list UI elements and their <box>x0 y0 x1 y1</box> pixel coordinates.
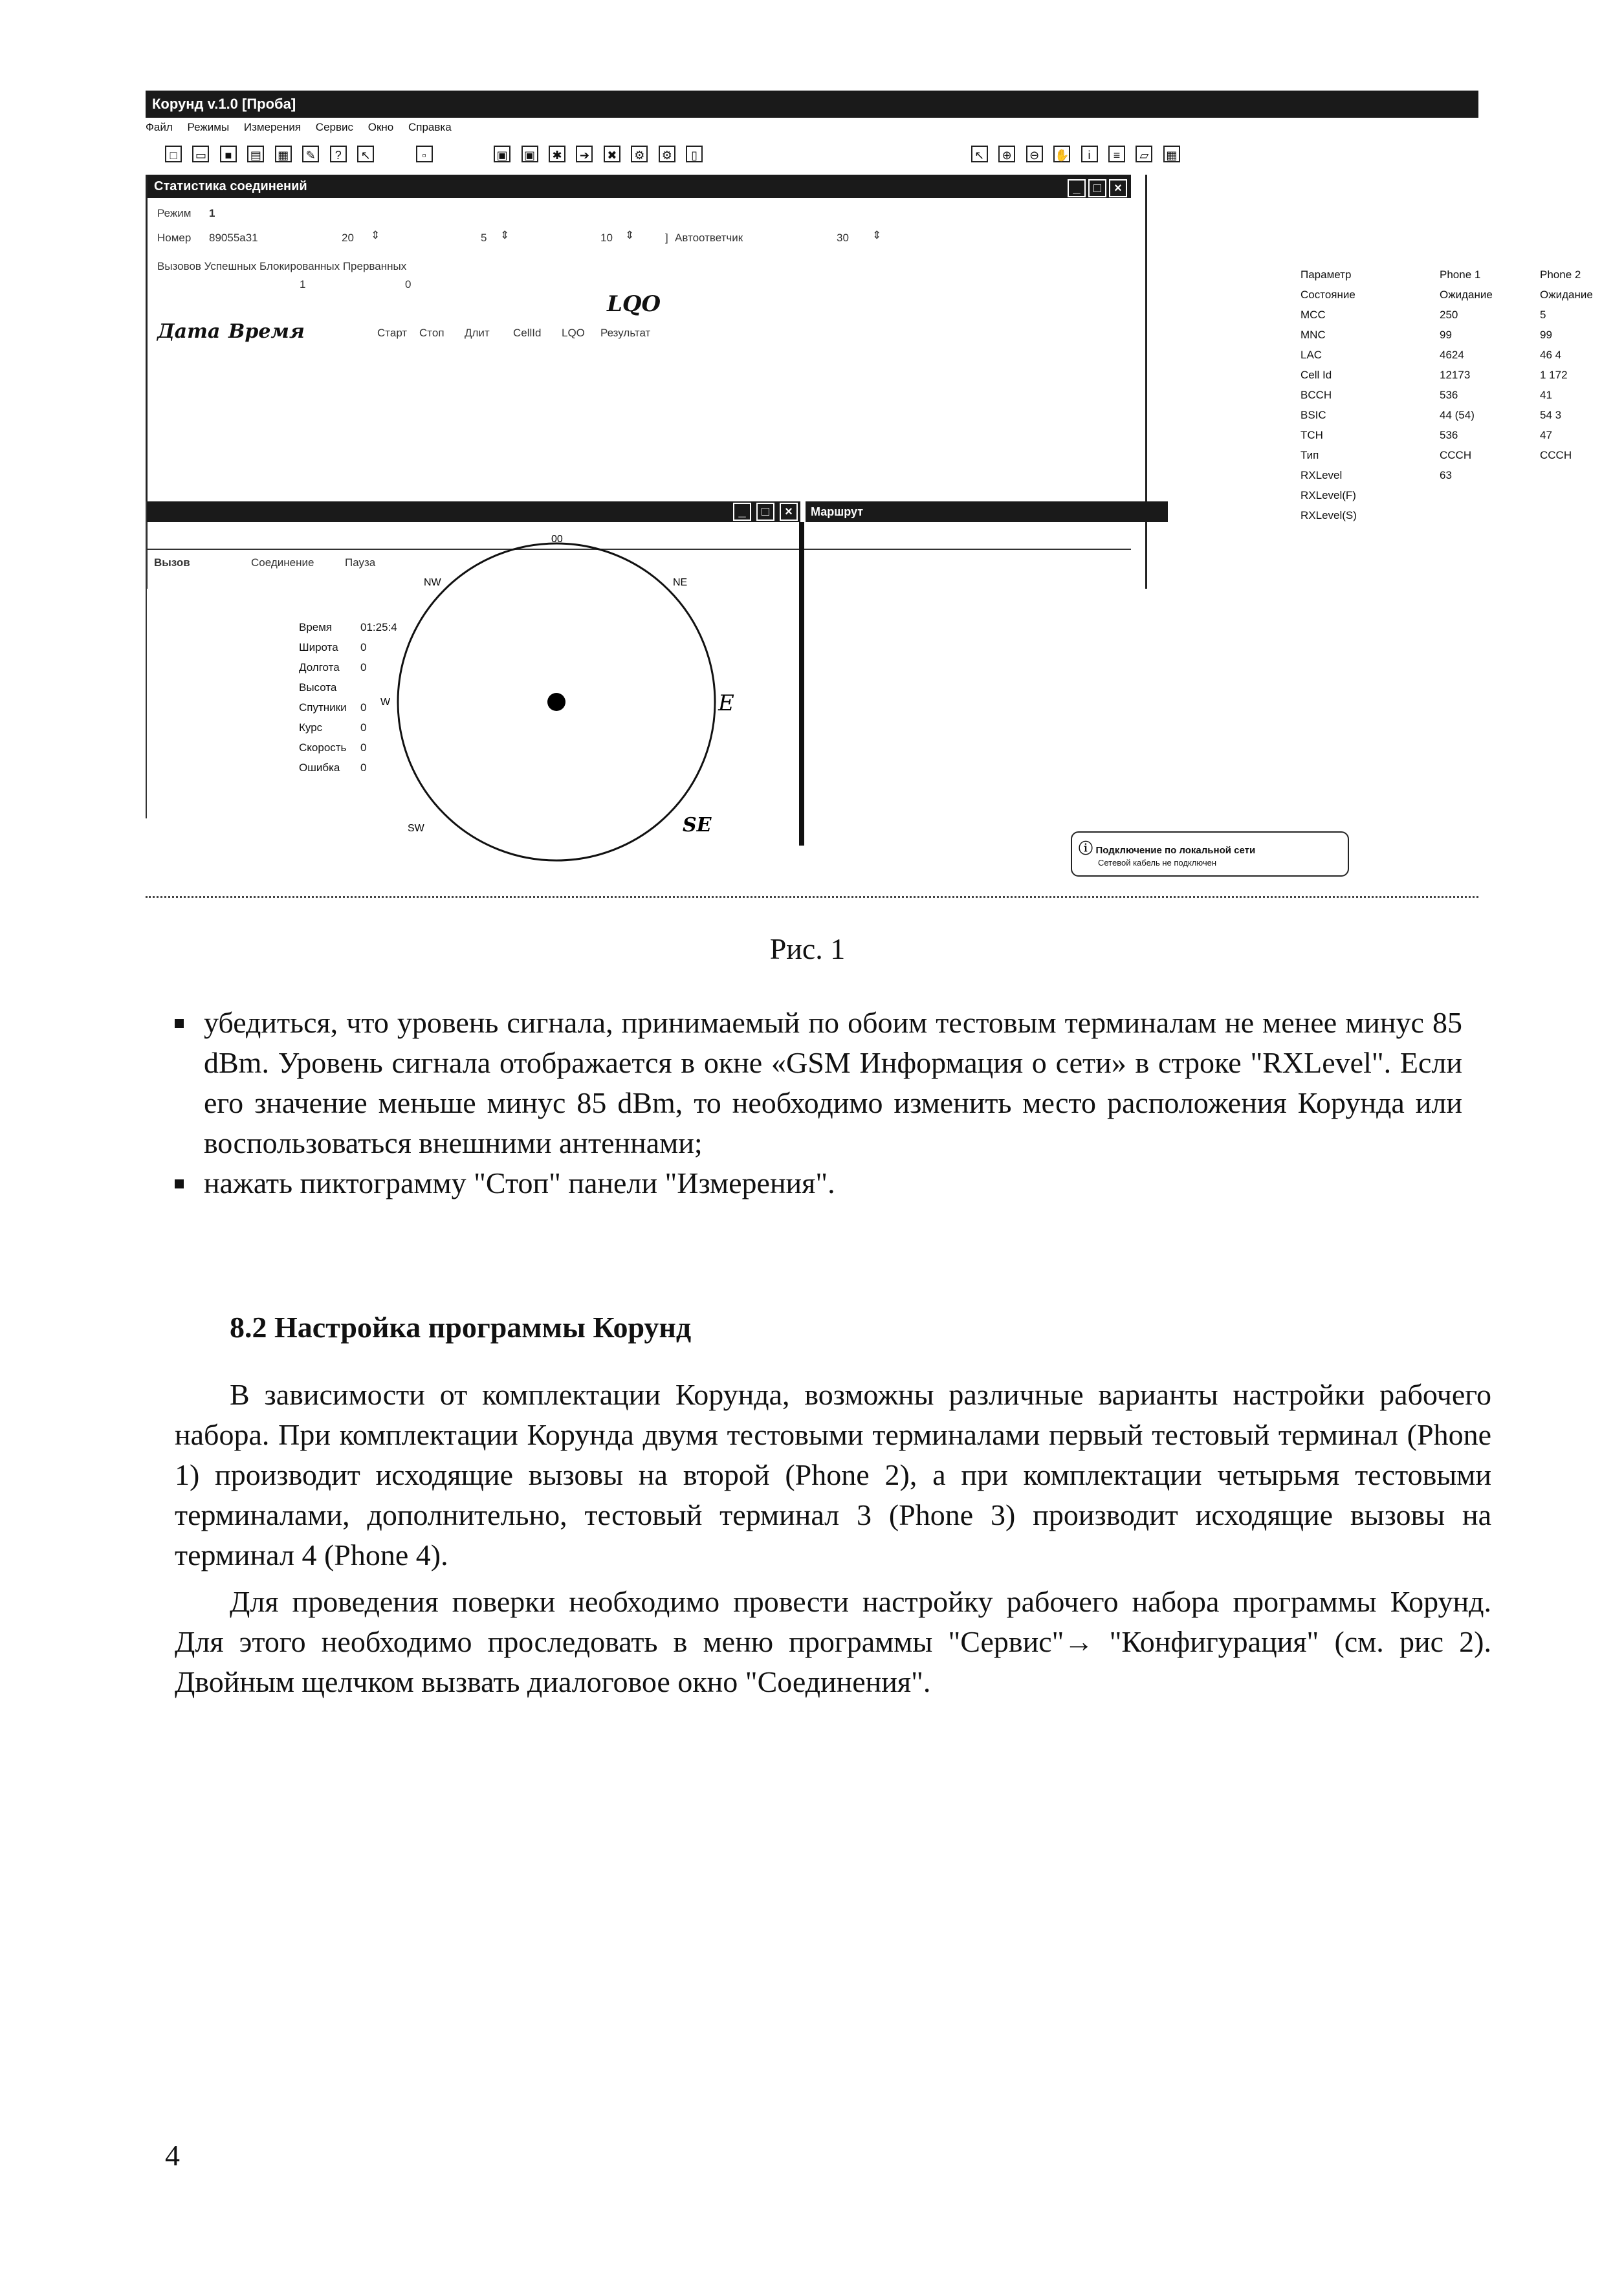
gsm-phone1-value: 4624 <box>1440 349 1464 361</box>
handwritten-lqo: LQO <box>607 291 661 317</box>
gsm-phone1-value: 44 (54) <box>1440 409 1475 421</box>
network-notification[interactable] <box>1071 831 1349 877</box>
mode-label: Режим <box>157 207 192 219</box>
gsm-param-name: Параметр <box>1300 268 1352 281</box>
gps-param-value: 0 <box>360 721 367 734</box>
gsm-phone2-value: 1 172 <box>1540 369 1568 381</box>
count-success: 0 <box>405 278 411 290</box>
bullet-marker <box>175 1179 184 1188</box>
gsm-phone2-value: 46 4 <box>1540 349 1562 361</box>
number-label: Номер <box>157 232 192 244</box>
gsm-param-name: MCC <box>1300 309 1326 321</box>
compass-nw: NW <box>424 577 441 588</box>
menu-help[interactable]: Справка <box>408 121 452 133</box>
select-icon[interactable]: ↖ <box>971 146 988 162</box>
col-time: Время <box>228 320 305 343</box>
autoanswer-value[interactable]: 30 <box>837 232 849 244</box>
col-result: Результат <box>600 327 651 339</box>
gsm-phone1-value: 63 <box>1440 469 1452 481</box>
gsm-param-name: LAC <box>1300 349 1322 361</box>
gsm-param-row <box>1300 389 1624 409</box>
compass-map <box>375 534 763 945</box>
gsm-param-name: RXLevel(F) <box>1300 489 1356 501</box>
col-stop: Стоп <box>419 327 444 339</box>
compass-west: W <box>380 697 391 708</box>
layers-icon[interactable]: ≡ <box>1108 146 1125 162</box>
compass-sw: SW <box>408 823 424 834</box>
preview-icon[interactable]: ▤ <box>247 146 264 162</box>
gsm-param-name: Cell Id <box>1300 369 1332 381</box>
gps-row <box>299 661 367 674</box>
gsm-phone2-value: 99 <box>1540 329 1552 341</box>
compass-ne: NE <box>673 577 688 588</box>
col-cellid: CellId <box>513 327 542 339</box>
gps-param-name: Ошибка <box>299 761 340 774</box>
print2-icon[interactable]: ▦ <box>1163 146 1180 162</box>
gsm-phone1-value: 536 <box>1440 429 1458 441</box>
menu-measurements[interactable]: Измерения <box>243 121 302 133</box>
gps-row <box>299 761 367 774</box>
print-icon[interactable]: ▦ <box>275 146 292 162</box>
gsm-param-name: RXLevel(S) <box>1300 509 1357 521</box>
compass-north: 00 <box>551 534 563 545</box>
number-field[interactable]: 89055а31 <box>209 232 258 244</box>
position-marker-icon <box>547 693 565 711</box>
gsm-param-name: Тип <box>1300 449 1319 461</box>
gps-param-value: 01:25:4 <box>360 621 397 633</box>
gsm-param-row <box>1300 289 1624 309</box>
stats-panel-title-bar[interactable] <box>148 175 1131 198</box>
menu-bar <box>146 121 452 138</box>
compass-east: E <box>718 690 734 716</box>
gear2-icon[interactable]: ⚙ <box>659 146 675 162</box>
zoom-in-icon[interactable]: ⊕ <box>998 146 1015 162</box>
gps-param-name: Скорость <box>299 741 347 754</box>
gps-close-button[interactable]: × <box>780 503 798 521</box>
spin-arrows-3-icon[interactable]: ⇕ <box>625 229 635 241</box>
gps-row <box>299 741 367 754</box>
bullet-item <box>175 1003 1462 1163</box>
minimize-button[interactable]: _ <box>1068 179 1086 197</box>
gsm-param-row <box>1300 489 1624 509</box>
app-screenshot <box>146 87 1593 903</box>
gps-param-value: 0 <box>360 761 367 774</box>
gsm-phone1-value: Ожидание <box>1440 289 1493 301</box>
grid2-icon[interactable]: ▣ <box>521 146 538 162</box>
tool-icon[interactable]: ✱ <box>549 146 565 162</box>
gps-param-name: Долгота <box>299 661 340 673</box>
gsm-param-name: BCCH <box>1300 389 1332 401</box>
close-button[interactable]: × <box>1109 179 1127 197</box>
gsm-param-row <box>1300 329 1624 349</box>
col-start: Старт <box>377 327 408 339</box>
gps-row <box>299 641 367 654</box>
gps-minimize-button[interactable]: _ <box>733 503 751 521</box>
call-button[interactable]: Вызов <box>154 556 190 569</box>
bullet-item <box>175 1163 1462 1203</box>
grid-icon[interactable]: ▣ <box>494 146 510 162</box>
spin-field-2[interactable]: 5 <box>481 232 487 244</box>
gsm-param-name: TCH <box>1300 429 1323 441</box>
pause-button[interactable]: Пауза <box>345 556 376 569</box>
toolbar <box>165 146 1459 165</box>
gsm-param-row <box>1300 409 1624 429</box>
gsm-param-row <box>1300 469 1624 489</box>
gsm-phone2-value: 41 <box>1540 389 1552 401</box>
compass-se: SE <box>683 814 712 837</box>
zoom-out-icon[interactable]: ⊖ <box>1026 146 1043 162</box>
app-title-bar[interactable] <box>146 91 1478 118</box>
gsm-phone2-value: CCCH <box>1540 449 1572 461</box>
notification-title: Подключение по локальной сети <box>1095 845 1256 856</box>
section-title: 8.2 Настройка программы Корунд <box>230 1311 692 1344</box>
maximize-button[interactable]: □ <box>1088 179 1106 197</box>
save-icon[interactable]: ■ <box>220 146 237 162</box>
gps-maximize-button[interactable]: □ <box>756 503 774 521</box>
open-icon[interactable]: ▭ <box>192 146 209 162</box>
gps-row <box>299 721 367 734</box>
new-file-icon[interactable]: □ <box>165 146 182 162</box>
gps-panel-title-bar[interactable] <box>147 501 800 522</box>
gsm-param-row <box>1300 449 1624 469</box>
autoanswer-spin-icon[interactable]: ⇕ <box>872 229 882 241</box>
gps-param-name: Высота <box>299 681 337 694</box>
route-panel-divider <box>799 522 804 846</box>
spin-arrows-1-icon[interactable]: ⇕ <box>371 229 380 241</box>
col-duration: Длит <box>465 327 490 339</box>
gsm-phone2-value: 47 <box>1540 429 1552 441</box>
spin-field-3[interactable]: 10 <box>600 232 613 244</box>
gps-param-value: 0 <box>360 661 367 673</box>
col-lqo: LQO <box>562 327 585 339</box>
notification-body: Сетевой кабель не подключен <box>1098 858 1217 868</box>
stop-icon[interactable]: ✖ <box>604 146 620 162</box>
network-warning-icon: ⓘ <box>1079 840 1093 857</box>
gsm-phone2-value: 54 3 <box>1540 409 1562 421</box>
counts-header: Вызовов Успешных Блокированных Прерванных <box>157 260 407 272</box>
gps-param-value: 0 <box>360 701 367 714</box>
arrow-right-icon[interactable]: ➔ <box>576 146 593 162</box>
gsm-param-name: MNC <box>1300 329 1326 341</box>
gps-row <box>299 681 336 694</box>
bullet-text: нажать пиктограмму "Стоп" панели "Измерения". <box>204 1166 835 1199</box>
gsm-phone1-value: Phone 1 <box>1440 268 1481 281</box>
gps-row <box>299 701 367 714</box>
menu-service[interactable]: Сервис <box>315 121 354 133</box>
gsm-phone1-value: 99 <box>1440 329 1452 341</box>
spin-field-1[interactable]: 20 <box>342 232 354 244</box>
figure-caption: Рис. 1 <box>769 932 846 965</box>
gear-icon[interactable]: ⚙ <box>631 146 648 162</box>
col-date: Дата <box>157 320 221 343</box>
autoanswer-checkbox[interactable]: ] <box>665 232 668 244</box>
page-number: 4 <box>165 2139 180 2172</box>
gps-param-name: Широта <box>299 641 338 653</box>
edit-icon[interactable]: ✎ <box>302 146 319 162</box>
stats-panel-title: Статистика соединений <box>154 179 307 193</box>
frame-icon[interactable]: ▫ <box>416 146 433 162</box>
mode-value[interactable]: 1 <box>209 207 215 219</box>
spin-arrows-2-icon[interactable]: ⇕ <box>500 229 510 241</box>
gsm-param-row <box>1300 349 1624 369</box>
gps-row <box>299 621 397 634</box>
paragraph: В зависимости от комплектации Корунда, возможны различные варианты настройки рабочего набора. При комплектации Корунда двумя тестовыми терминалами первый тестовый терминал (Phone 1) производит исходящие вызовы на второй (Phone 2), а при комплектации четырьмя тестовыми терминалами, дополнительно, тестовый терминал 3 (Phone 3) производит исходящие вызовы на терминал 4 (Phone 4). <box>175 1378 1491 1571</box>
gsm-param-name: BSIC <box>1300 409 1326 421</box>
bullet-marker <box>175 1019 184 1028</box>
gps-param-value: 0 <box>360 641 367 653</box>
gsm-param-name: Состояние <box>1300 289 1355 301</box>
route-panel-title-bar[interactable] <box>806 501 1168 522</box>
count-calls: 1 <box>300 278 306 290</box>
route-panel-title: Маршрут <box>811 505 864 518</box>
paragraph: Для проведения поверки необходимо провести настройку рабочего набора программы Корунд. Для этого необходимо проследовать в меню программы "Сервис"→ "Конфигурация" (см. рис 2). Двойным щелчком вызвать диалоговое окно "Соединения". <box>175 1585 1491 1698</box>
gsm-phone2-value: 5 <box>1540 309 1546 321</box>
help-icon[interactable]: ? <box>330 146 347 162</box>
gsm-param-row <box>1300 429 1624 449</box>
gsm-phone1-value: 12173 <box>1440 369 1471 381</box>
gsm-param-row <box>1300 369 1624 389</box>
connect-button[interactable]: Соединение <box>251 556 314 569</box>
menu-modes[interactable]: Режимы <box>187 121 230 133</box>
gsm-param-row <box>1300 509 1624 529</box>
pointer-icon[interactable]: ↖ <box>357 146 374 162</box>
taskbar-strip <box>146 896 1478 898</box>
gps-param-name: Курс <box>299 721 323 734</box>
gps-param-name: Время <box>299 621 333 633</box>
gsm-phone1-value: 250 <box>1440 309 1458 321</box>
gsm-header-row <box>1300 268 1624 289</box>
hand-icon[interactable]: ✋ <box>1053 146 1070 162</box>
gps-param-value: 0 <box>360 741 367 754</box>
autoanswer-label: Автоответчик <box>675 232 743 244</box>
gsm-phone2-value: Ожидание <box>1540 289 1593 301</box>
gsm-phone2-value: Phone 2 <box>1540 268 1581 281</box>
gsm-phone1-value: CCCH <box>1440 449 1472 461</box>
map-icon[interactable]: ▱ <box>1136 146 1152 162</box>
bullet-text: убедиться, что уровень сигнала, принимаемый по обоим тестовым терминалам не менее минус 85 dBm. Уровень сигнала отображается в окне «GSM Информация о сети» в строке "RXLevel". Если его значение меньше минус 85 dBm, то необходимо изменить место расположения Корунда или воспользоваться внешними антеннами; <box>204 1006 1462 1159</box>
app-title: Корунд v.1.0 [Проба] <box>152 96 296 112</box>
gsm-param-row <box>1300 309 1624 329</box>
battery-icon[interactable]: ▯ <box>686 146 703 162</box>
gsm-param-name: RXLevel <box>1300 469 1343 481</box>
menu-window[interactable]: Окно <box>368 121 394 133</box>
info-icon[interactable]: i <box>1081 146 1098 162</box>
gsm-phone1-value: 536 <box>1440 389 1458 401</box>
gps-param-name: Спутники <box>299 701 347 714</box>
menu-file[interactable]: Файл <box>146 121 173 133</box>
